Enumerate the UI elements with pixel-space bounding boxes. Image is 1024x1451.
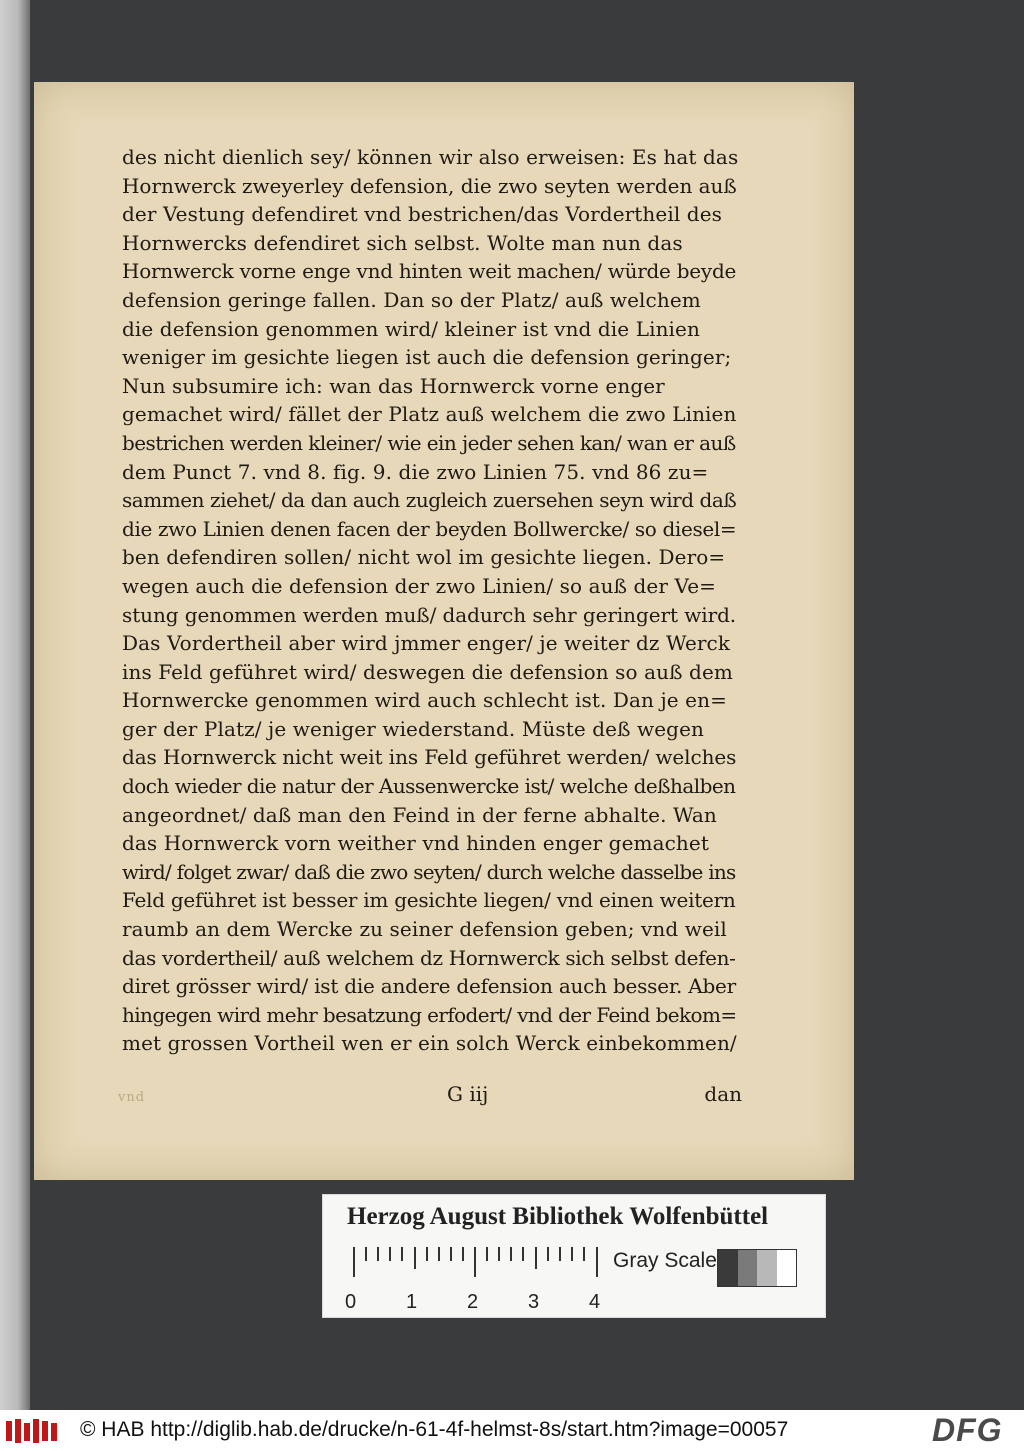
text-line: doch wieder die natur der Aussenwercke ist/ welche deßhalben bbox=[122, 774, 736, 799]
text-line: raumb an dem Wercke zu seiner defension geben; vnd weil bbox=[122, 917, 727, 942]
text-line: sammen ziehet/ da dan auch zugleich zuersehen seyn wird daß bbox=[122, 488, 737, 513]
gray-swatch bbox=[777, 1250, 797, 1286]
scale-number: 1 bbox=[406, 1291, 418, 1313]
text-line: diret grösser wird/ ist die andere defension auch besser. Aber bbox=[122, 974, 736, 999]
scale-number: 2 bbox=[467, 1291, 479, 1313]
gray-scale-swatches bbox=[717, 1249, 797, 1287]
footer-bar bbox=[0, 1410, 1024, 1451]
text-line: gemachet wird/ fället der Platz auß welchem die zwo Linien bbox=[122, 402, 737, 427]
signature-mark: G iij bbox=[447, 1082, 489, 1106]
text-line: weniger im gesichte liegen ist auch die defension geringer; bbox=[122, 345, 732, 370]
text-line: wegen auch die defension der zwo Linien/ so auß der Ve= bbox=[122, 573, 716, 598]
scale-ruler bbox=[353, 1247, 603, 1277]
adjacent-page-edge bbox=[0, 0, 30, 1410]
text-line: die zwo Linien denen facen der beyden Bollwercke/ so diesel= bbox=[122, 516, 737, 541]
dfg-logo: DFG bbox=[932, 1412, 1003, 1448]
text-line: defension geringe fallen. Dan so der Platz/ auß welchem bbox=[122, 287, 701, 312]
text-line: bestrichen werden kleiner/ wie ein jeder sehen kan/ wan er auß bbox=[122, 430, 736, 455]
text-line: das Hornwerck nicht weit ins Feld geführet werden/ welches bbox=[122, 745, 737, 770]
text-line: ben defendiren sollen/ nicht wol im gesichte liegen. Dero= bbox=[122, 545, 726, 570]
text-line: Hornwercks defendiret sich selbst. Wolte man nun das bbox=[122, 230, 683, 255]
hab-logo-icon bbox=[6, 1419, 68, 1443]
gray-swatch bbox=[757, 1250, 777, 1286]
gray-swatch bbox=[718, 1250, 738, 1286]
text-line: der Vestung defendiret vnd bestrichen/das Vordertheil des bbox=[122, 202, 723, 227]
text-line: Feld geführet ist besser im gesichte liegen/ vnd einen weitern bbox=[122, 888, 736, 913]
copyright-link[interactable]: © HAB http://diglib.hab.de/drucke/n-61-4f-helmst-8s/start.htm?image=00057 bbox=[80, 1418, 789, 1441]
bleed-through-mark: vnd bbox=[118, 1090, 146, 1105]
institution-name: Herzog August Bibliothek Wolfenbüttel bbox=[347, 1203, 769, 1230]
text-line: Hornwerck vorne enge vnd hinten weit machen/ würde beyde bbox=[122, 259, 737, 284]
text-line: das Hornwerck vorn weither vnd hinden enger gemachet bbox=[122, 831, 709, 856]
text-line: wird/ folget zwar/ daß die zwo seyten/ durch welche dasselbe ins bbox=[122, 859, 736, 884]
text-line: Nun subsumire ich: wan das Hornwerck vorne enger bbox=[122, 373, 665, 398]
scale-number: 4 bbox=[589, 1291, 601, 1313]
text-line: Hornwercke genommen wird auch schlecht ist. Dan je en= bbox=[122, 688, 727, 713]
page-text bbox=[122, 143, 742, 1058]
scale-number: 3 bbox=[528, 1291, 540, 1313]
text-line: des nicht dienlich sey/ können wir also erweisen: Es hat das bbox=[122, 145, 739, 169]
text-line: dem Punct 7. vnd 8. fig. 9. die zwo Linien 75. vnd 86 zu= bbox=[122, 459, 709, 484]
text-line: hingegen wird mehr besatzung erfodert/ vnd der Feind bekom= bbox=[122, 1002, 737, 1027]
text-line: Das Vordertheil aber wird jmmer enger/ je weiter dz Werck bbox=[122, 631, 731, 656]
page-footer bbox=[122, 1082, 742, 1112]
text-line: Hornwerck zweyerley defension, die zwo seyten werden auß bbox=[122, 173, 737, 198]
gray-swatch bbox=[738, 1250, 758, 1286]
text-line: ins Feld geführet wird/ deswegen die defension so auß dem bbox=[122, 659, 733, 684]
text-line: das vordertheil/ auß welchem dz Hornwerck sich selbst defen- bbox=[122, 945, 736, 970]
text-line: angeordnet/ daß man den Feind in der ferne abhalte. Wan bbox=[122, 802, 717, 827]
color-reference-bar bbox=[322, 1194, 826, 1318]
text-line: met grossen Vortheil wen er ein solch Werck einbekommen/ bbox=[122, 1031, 737, 1056]
gray-scale-label: Gray Scale bbox=[613, 1249, 717, 1272]
scale-number: 0 bbox=[345, 1291, 357, 1313]
text-line: stung genommen werden muß/ dadurch sehr geringert wird. bbox=[122, 602, 737, 627]
text-line: ger der Platz/ je weniger wiederstand. Müste deß wegen bbox=[122, 716, 705, 741]
catchword: dan bbox=[704, 1082, 742, 1106]
text-line: die defension genommen wird/ kleiner ist vnd die Linien bbox=[122, 316, 700, 341]
